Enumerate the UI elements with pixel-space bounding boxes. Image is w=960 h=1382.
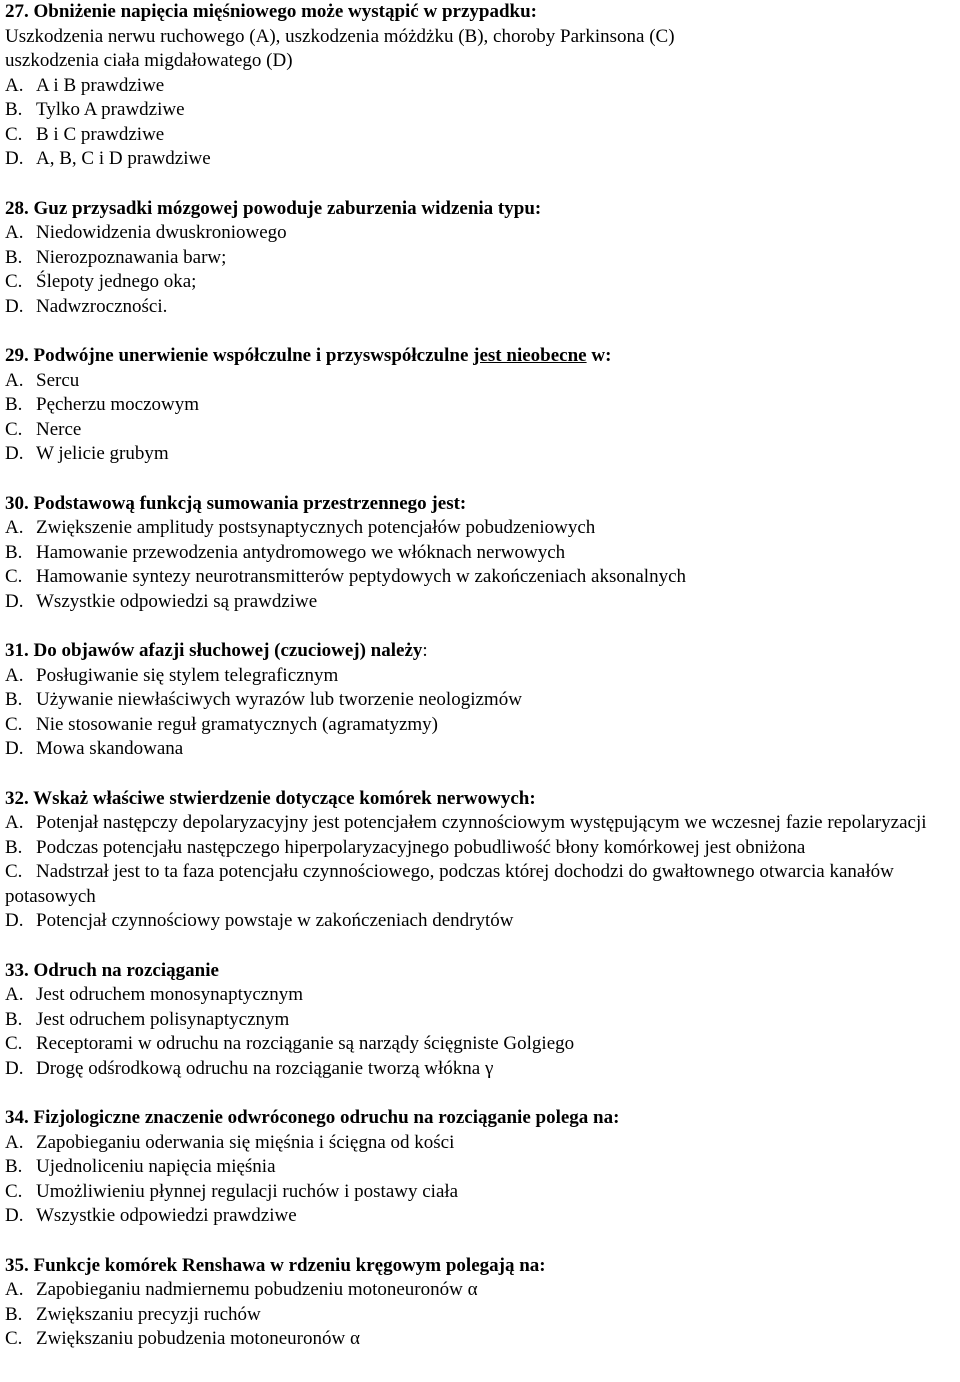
answer-letter: C.	[5, 1033, 23, 1054]
question-number: 32.	[5, 787, 29, 809]
answer-text: W jelicie grubym	[36, 443, 169, 464]
answer-letter: D.	[5, 148, 24, 169]
question-33	[5, 959, 960, 1082]
answer-option-a	[5, 74, 960, 99]
answer-option-d	[5, 442, 960, 467]
answer-option-c	[5, 713, 960, 738]
answer-letter: B.	[5, 99, 23, 120]
question-title	[5, 959, 960, 984]
answer-option-d	[5, 147, 960, 172]
answer-letter: D.	[5, 1057, 24, 1079]
answer-letter: A.	[5, 74, 24, 96]
answer-option-d	[5, 1057, 960, 1082]
answer-text: B i C prawdziwe	[36, 123, 165, 145]
question-title	[5, 1254, 960, 1279]
answer-text: Zwiększaniu precyzji ruchów	[36, 1303, 261, 1325]
answer-text: Hamowanie syntezy neurotransmitterów peptydowych w zakończeniach aksonalnych	[36, 566, 686, 587]
question-28	[5, 197, 960, 320]
answer-option-b	[5, 541, 960, 566]
question-title	[5, 344, 960, 369]
answer-option-b	[5, 1155, 960, 1180]
answer-option-d	[5, 737, 960, 762]
answer-text: Nerce	[36, 418, 82, 440]
answer-option-b	[5, 836, 960, 861]
answer-text: Zwiększenie amplitudy postsynaptycznych potencjałów pobudzeniowych	[36, 517, 596, 538]
answer-letter: A.	[5, 222, 24, 243]
question-number: 35.	[5, 1254, 29, 1276]
question-number: 31.	[5, 640, 29, 661]
answer-letter: B.	[5, 394, 23, 415]
spacer	[5, 172, 960, 197]
answer-text: A i B prawdziwe	[36, 74, 165, 96]
answer-letter: B.	[5, 1008, 23, 1030]
question-title	[5, 1106, 960, 1131]
answer-letter: D.	[5, 295, 24, 317]
answer-option-c	[5, 1032, 960, 1057]
answer-letter: B.	[5, 1303, 23, 1325]
question-title	[5, 492, 960, 517]
answer-letter: B.	[5, 541, 23, 563]
answer-option-b	[5, 1303, 960, 1328]
question-number: 27.	[5, 1, 29, 22]
answer-text: Jest odruchem polisynaptycznym	[36, 1008, 290, 1030]
answer-text: Zapobieganiu oderwania się mięśnia i ścięgna od kości	[36, 1131, 455, 1153]
question-text: Guz przysadki mózgowej powoduje zaburzenia widzenia typu:	[33, 197, 542, 219]
answer-letter: A.	[5, 1131, 24, 1153]
answer-text: Sercu	[36, 369, 80, 391]
answer-letter: D.	[5, 738, 24, 759]
question-32	[5, 787, 960, 934]
question-31	[5, 639, 960, 762]
answer-option-a	[5, 369, 960, 394]
answer-option-d	[5, 1204, 960, 1229]
question-number: 28.	[5, 197, 29, 219]
answer-option-b	[5, 688, 960, 713]
answer-letter: A.	[5, 517, 24, 538]
answer-option-a	[5, 1131, 960, 1156]
question-text: Obniżenie napięcia mięśniowego może wystąpić w przypadku:	[33, 1, 537, 22]
answer-option-b	[5, 1008, 960, 1033]
answer-text: Pęcherzu moczowym	[36, 394, 200, 415]
answer-option-d	[5, 909, 960, 934]
answer-option-a	[5, 221, 960, 246]
answer-letter: A.	[5, 664, 24, 686]
spacer	[5, 467, 960, 492]
question-text-end: w:	[591, 345, 612, 366]
answer-text: Receptorami w odruchu na rozciąganie są narządy ścięgniste Golgiego	[36, 1033, 575, 1054]
question-number: 34.	[5, 1107, 29, 1128]
answer-letter: D.	[5, 590, 24, 612]
answer-option-b	[5, 393, 960, 418]
spacer	[5, 934, 960, 959]
answer-option-c	[5, 860, 960, 909]
answer-option-a	[5, 1278, 960, 1303]
answer-option-b	[5, 98, 960, 123]
answer-letter: D.	[5, 1205, 24, 1226]
spacer	[5, 319, 960, 344]
answer-letter: C.	[5, 271, 23, 292]
answer-option-a	[5, 516, 960, 541]
answer-text: Nadstrzał jest to ta faza potencjału czynnościowego, podczas której dochodzi do gwałtownego otwarcia kanałów potasowych	[5, 861, 894, 907]
question-suffix: :	[422, 640, 428, 661]
question-number: 29.	[5, 345, 29, 366]
answer-text: Tylko A prawdziwe	[36, 99, 185, 120]
answer-option-c	[5, 123, 960, 148]
answer-option-a	[5, 664, 960, 689]
question-30	[5, 492, 960, 615]
question-27	[5, 0, 960, 172]
question-intro-line: uszkodzenia ciała migdałowatego (D)	[5, 50, 293, 71]
question-text: Odruch na rozciąganie	[33, 959, 219, 981]
answer-text: Hamowanie przewodzenia antydromowego we włóknach nerwowych	[36, 541, 566, 563]
answer-option-c	[5, 1327, 960, 1352]
answer-text: Nie stosowanie reguł gramatycznych (agramatyzmy)	[36, 713, 439, 735]
question-35	[5, 1254, 960, 1352]
answer-letter: B.	[5, 689, 23, 710]
answer-letter: B.	[5, 836, 23, 858]
answer-letter: A.	[5, 1279, 24, 1300]
answer-option-a	[5, 983, 960, 1008]
spacer	[5, 1081, 960, 1106]
answer-text: Potenjał następczy depolaryzacyjny jest potencjałem czynnościowym występującym we wczesnej fazie repolaryzacji	[36, 812, 927, 833]
answer-option-c	[5, 418, 960, 443]
answer-letter: C.	[5, 418, 23, 440]
question-text: Do objawów afazji słuchowej (czuciowej) należy	[33, 640, 423, 661]
answer-text: Wszystkie odpowiedzi są prawdziwe	[36, 590, 318, 612]
answer-letter: C.	[5, 1328, 23, 1349]
answer-text: Jest odruchem monosynaptycznym	[36, 984, 304, 1005]
spacer	[5, 1229, 960, 1254]
question-title	[5, 0, 960, 25]
question-text: Funkcje komórek Renshawa w rdzeniu kręgowym polegają na:	[33, 1254, 546, 1276]
answer-option-c	[5, 270, 960, 295]
answer-text: Zwiększaniu pobudzenia motoneuronów α	[36, 1328, 360, 1349]
answer-text: Ujednoliceniu napięcia mięśnia	[36, 1156, 276, 1177]
question-number: 33.	[5, 959, 29, 981]
answer-option-c	[5, 565, 960, 590]
question-title	[5, 197, 960, 222]
answer-letter: C.	[5, 1180, 23, 1202]
answer-text: Potencjał czynnościowy powstaje w zakończeniach dendrytów	[36, 910, 514, 931]
answer-text: Umożliwieniu płynnej regulacji ruchów i postawy ciała	[36, 1180, 459, 1202]
question-number: 30.	[5, 492, 29, 514]
answer-letter: D.	[5, 910, 24, 931]
answer-letter: D.	[5, 443, 24, 464]
spacer	[5, 762, 960, 787]
answer-letter: C.	[5, 861, 23, 882]
answer-letter: B.	[5, 246, 23, 268]
answer-letter: B.	[5, 1156, 23, 1177]
answer-text: Mowa skandowana	[36, 738, 184, 759]
answer-text: Nierozpoznawania barw;	[36, 246, 227, 268]
answer-letter: A.	[5, 984, 24, 1005]
question-29	[5, 344, 960, 467]
question-intro-line: Uszkodzenia nerwu ruchowego (A), uszkodzenia móżdżku (B), choroby Parkinsona (C)	[5, 25, 675, 47]
answer-text: Niedowidzenia dwuskroniowego	[36, 222, 287, 243]
answer-option-c	[5, 1180, 960, 1205]
answer-letter: C.	[5, 713, 23, 735]
answer-text: Zapobieganiu nadmiernemu pobudzeniu motoneuronów α	[36, 1279, 478, 1300]
answer-option-d	[5, 590, 960, 615]
question-text: Podwójne unerwienie współczulne i przyswspółczulne	[33, 345, 469, 366]
question-text: Wskaż właściwe stwierdzenie dotyczące komórek nerwowych:	[33, 787, 536, 809]
answer-letter: C.	[5, 123, 23, 145]
answer-letter: A.	[5, 369, 24, 391]
spacer	[5, 614, 960, 639]
answer-text: Wszystkie odpowiedzi prawdziwe	[36, 1205, 297, 1226]
question-34	[5, 1106, 960, 1229]
answer-option-d	[5, 295, 960, 320]
question-title	[5, 639, 960, 664]
answer-text: Podczas potencjału następczego hiperpolaryzacyjnego pobudliwość błony komórkowej jest obniżona	[36, 836, 806, 858]
answer-text: Używanie niewłaściwych wyrazów lub tworzenie neologizmów	[36, 689, 522, 710]
question-title	[5, 787, 960, 812]
question-text: Fizjologiczne znaczenie odwróconego odruchu na rozciąganie polega na:	[33, 1107, 620, 1128]
question-text: Podstawową funkcją sumowania przestrzennego jest:	[33, 492, 467, 514]
answer-option-a	[5, 811, 960, 836]
answer-text: Posługiwanie się stylem telegraficznym	[36, 664, 339, 686]
answer-text: Ślepoty jednego oka;	[36, 271, 197, 292]
answer-option-b	[5, 246, 960, 271]
answer-letter: C.	[5, 566, 23, 587]
question-emphasis: jest nieobecne	[473, 345, 587, 366]
answer-text: A, B, C i D prawdziwe	[36, 148, 211, 169]
answer-text: Nadwzroczności.	[36, 295, 168, 317]
answer-text: Drogę odśrodkową odruchu na rozciąganie tworzą włókna γ	[36, 1057, 494, 1079]
answer-letter: A.	[5, 812, 24, 833]
